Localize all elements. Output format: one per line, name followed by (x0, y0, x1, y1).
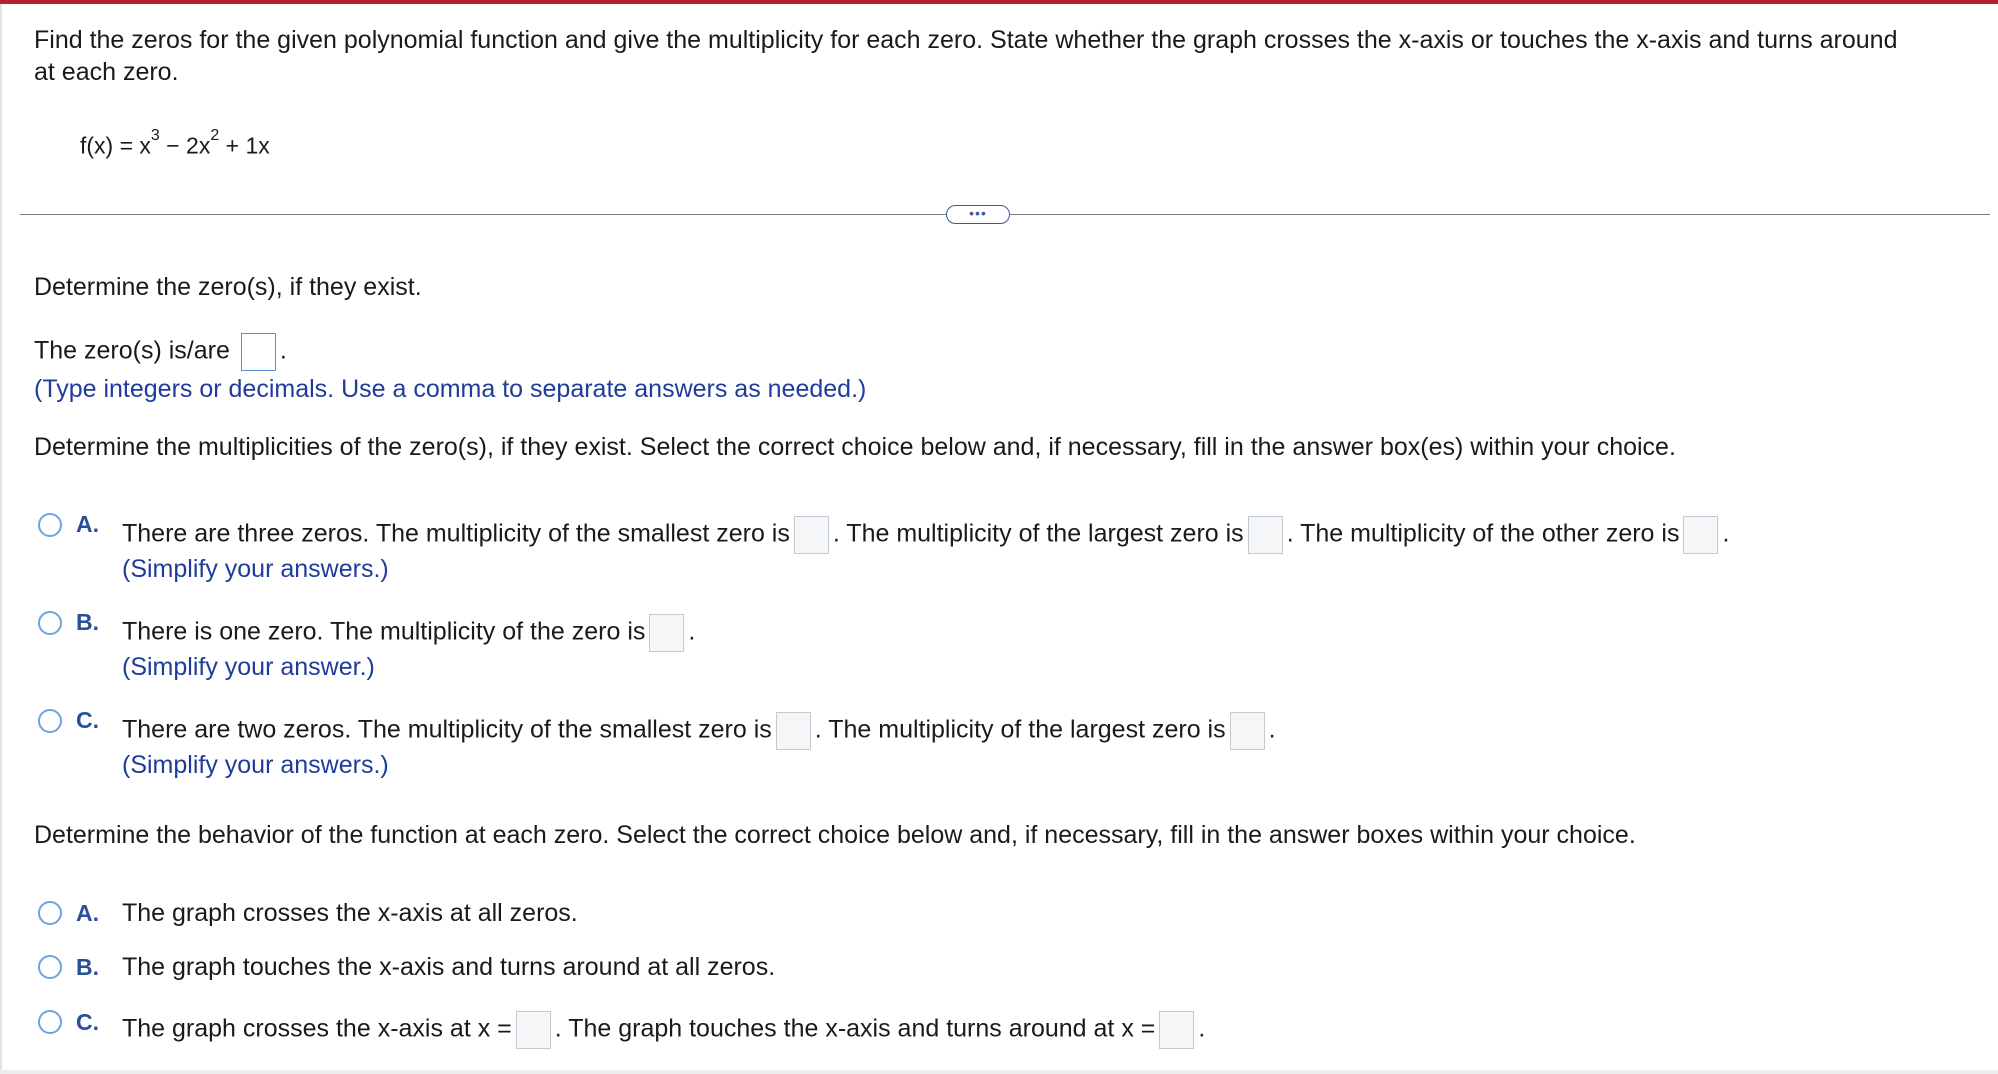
multiplicity-choice-a-row (122, 516, 1729, 554)
choice-b-text-1: There is one zero. The multiplicity of the zero is (122, 617, 646, 646)
behavior-choice-a-radio[interactable] (38, 901, 62, 925)
multiplicity-choice-c-row (122, 712, 1276, 750)
zeros-prompt: The zero(s) is/are (34, 336, 230, 365)
polynomial-formula (80, 126, 270, 161)
left-border (0, 4, 2, 1074)
multiplicity-choice-b-letter: B. (76, 609, 99, 635)
choice-b-end: . (688, 617, 696, 646)
formula-mid: − 2x (159, 132, 211, 159)
choice-a-end: . (1722, 519, 1730, 548)
zeros-prompt-row (34, 333, 287, 371)
behavior-choice-b-letter: B. (76, 954, 99, 980)
multiplicity-choice-b-radio[interactable] (38, 611, 62, 635)
choice-a-text-1: There are three zeros. The multiplicity of the smallest zero is (122, 519, 790, 548)
largest-zero-multiplicity-input[interactable] (1248, 516, 1283, 554)
behavior-heading: Determine the behavior of the function at each zero. Select the correct choice below and, if necessary, fill in the answer boxes within your choice. (34, 821, 1636, 849)
multiplicity-choice-a-radio[interactable] (38, 513, 62, 537)
formula-tail: + 1x (219, 132, 270, 159)
other-zero-multiplicity-input[interactable] (1683, 516, 1718, 554)
formula-exponent-2: 2 (210, 127, 220, 144)
behavior-c-text-1: The graph crosses the x-axis at x = (122, 1014, 512, 1043)
zeros-hint: (Type integers or decimals. Use a comma to separate answers as needed.) (34, 375, 867, 403)
multiplicity-choice-b-hint: (Simplify your answer.) (122, 653, 375, 681)
choice-a-text-2: . The multiplicity of the largest zero is (832, 519, 1244, 548)
multiplicity-choice-c-radio[interactable] (38, 709, 62, 733)
touches-x-input[interactable] (1159, 1011, 1194, 1049)
behavior-choice-b-text: The graph touches the x-axis and turns around at all zeros. (122, 953, 776, 981)
multiplicity-choice-c-hint: (Simplify your answers.) (122, 751, 389, 779)
multiplicity-choice-a-letter: A. (76, 511, 99, 537)
choice-a-text-3: . The multiplicity of the other zero is (1286, 519, 1680, 548)
two-zeros-largest-multiplicity-input[interactable] (1230, 712, 1265, 750)
smallest-zero-multiplicity-input[interactable] (794, 516, 829, 554)
choice-c-text-2: . The multiplicity of the largest zero is (814, 715, 1226, 744)
instruction-line-2: at each zero. (34, 58, 179, 86)
crosses-x-input[interactable] (516, 1011, 551, 1049)
behavior-c-end: . (1198, 1014, 1206, 1043)
formula-lead: f(x) = x (80, 132, 151, 159)
behavior-choice-c-letter: C. (76, 1009, 99, 1035)
multiplicity-heading: Determine the multiplicities of the zero(s), if they exist. Select the correct choice below and, if necessary, fill in the answer box(es) within your choice. (34, 433, 1676, 461)
behavior-choice-c-radio[interactable] (38, 1010, 62, 1034)
choice-c-end: . (1268, 715, 1276, 744)
zeros-answer-input[interactable] (241, 333, 276, 371)
behavior-choice-a-text: The graph crosses the x-axis at all zeros. (122, 899, 578, 927)
choice-c-text-1: There are two zeros. The multiplicity of the smallest zero is (122, 715, 772, 744)
two-zeros-smallest-multiplicity-input[interactable] (776, 712, 811, 750)
single-zero-multiplicity-input[interactable] (649, 614, 684, 652)
more-button[interactable]: ••• (946, 205, 1010, 224)
behavior-c-text-2: . The graph touches the x-axis and turns around at x = (554, 1014, 1156, 1043)
multiplicity-choice-b-row (122, 614, 695, 652)
multiplicity-choice-a-hint: (Simplify your answers.) (122, 555, 389, 583)
zeros-heading: Determine the zero(s), if they exist. (34, 273, 422, 301)
bottom-border (0, 1070, 1998, 1074)
behavior-choice-a-letter: A. (76, 900, 99, 926)
behavior-choice-c-row (122, 1011, 1205, 1049)
multiplicity-choice-c-letter: C. (76, 707, 99, 733)
top-accent-bar (0, 0, 1998, 4)
zeros-period: . (279, 336, 287, 365)
formula-exponent-3: 3 (150, 127, 160, 144)
instruction-line-1: Find the zeros for the given polynomial function and give the multiplicity for each zero. State whether the graph crosses the x-axis or touches the x-axis and turns around (34, 26, 1898, 54)
behavior-choice-b-radio[interactable] (38, 955, 62, 979)
